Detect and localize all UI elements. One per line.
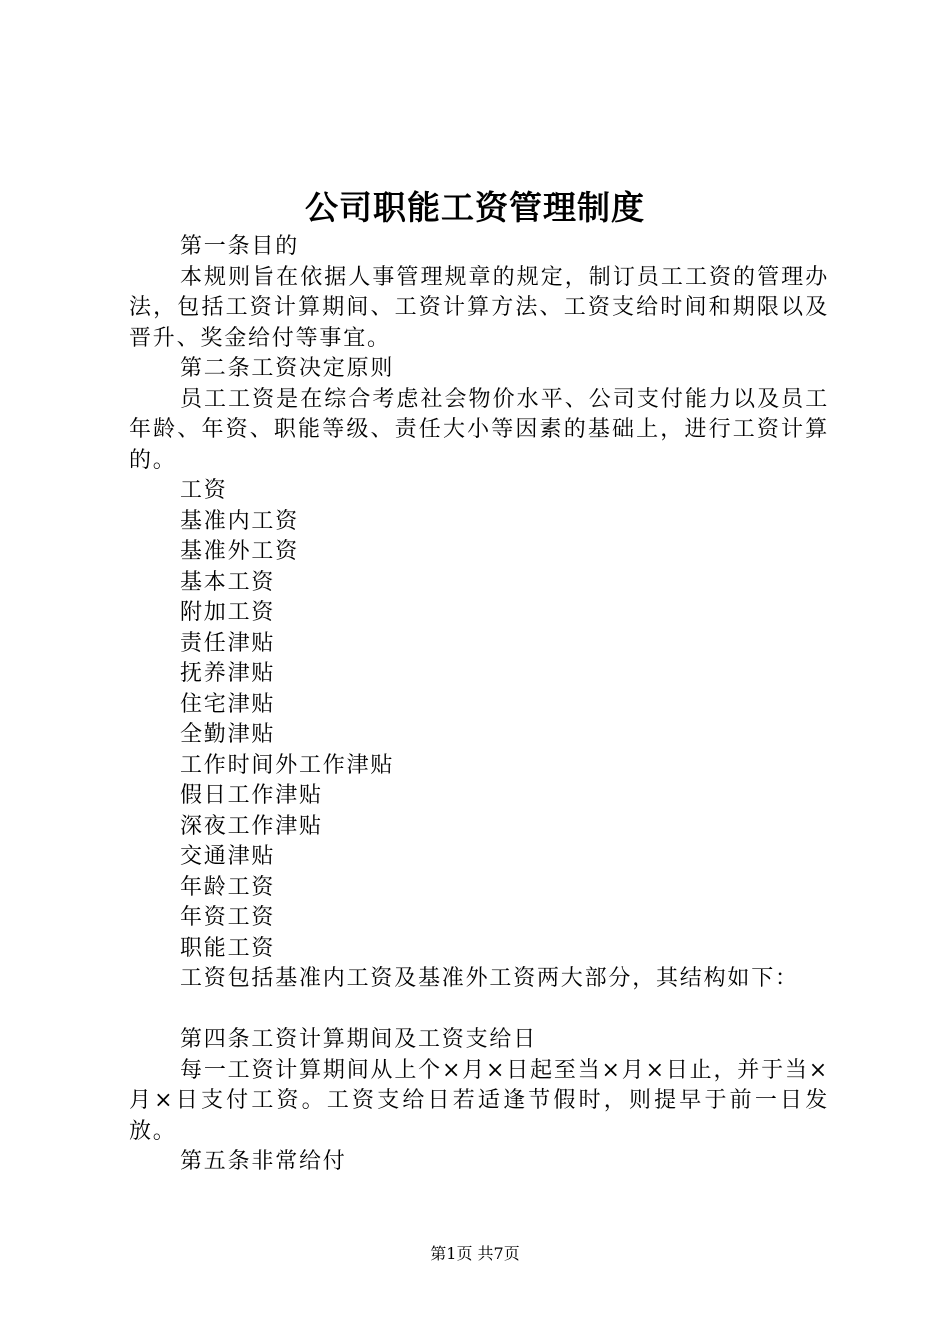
article-4-text: 每一工资计算期间从上个×月×日起至当×月×日止，并于当×月×日支付工资。工资支给日若适逢节假时，则提早于前一日发放。 [129, 1057, 829, 1144]
salary-structure-item: 工资 [180, 478, 228, 503]
blank-line [129, 995, 829, 1026]
salary-structure-item: 假日工作津贴 [180, 783, 323, 808]
salary-structure-item: 基准外工资 [180, 539, 300, 564]
salary-structure-item: 年资工资 [180, 905, 276, 930]
document-body [129, 232, 829, 1178]
salary-structure-item: 附加工资 [180, 600, 276, 625]
salary-structure-item: 基准内工资 [180, 508, 300, 534]
salary-structure-item: 抚养津贴 [180, 661, 276, 686]
article-2-heading: 第二条工资决定原则 [180, 356, 395, 381]
document-title: 公司职能工资管理制度 [305, 188, 645, 227]
article-4-heading: 第四条工资计算期间及工资支给日 [180, 1027, 538, 1052]
salary-structure-item: 年龄工资 [180, 874, 276, 900]
page-footer [0, 1242, 950, 1266]
salary-structure-item: 深夜工作津贴 [180, 813, 323, 839]
salary-structure-item: 责任津贴 [180, 630, 276, 656]
salary-structure-summary: 工资包括基准内工资及基准外工资两大部分，其结构如下： [180, 966, 799, 991]
salary-structure-item: 住宅津贴 [180, 691, 276, 717]
salary-structure-item: 基本工资 [180, 569, 276, 595]
salary-structure-item: 工作时间外工作津贴 [180, 752, 395, 778]
salary-structure-item: 职能工资 [180, 935, 276, 961]
page-number-label: 第1页 共7页 [430, 1244, 520, 1263]
article-1-heading: 第一条目的 [180, 234, 300, 259]
salary-structure-item: 交通津贴 [180, 844, 276, 869]
article-1-text: 本规则旨在依据人事管理规章的规定，制订员工工资的管理办法，包括工资计算期间、工资计算方法、工资支给时间和期限以及晋升、奖金给付等事宜。 [129, 264, 829, 351]
article-5-heading: 第五条非常给付 [180, 1149, 347, 1174]
article-2-text: 员工工资是在综合考虑社会物价水平、公司支付能力以及员工年龄、年资、职能等级、责任大小等因素的基础上，进行工资计算的。 [129, 386, 829, 473]
salary-structure-item: 全勤津贴 [180, 722, 276, 747]
